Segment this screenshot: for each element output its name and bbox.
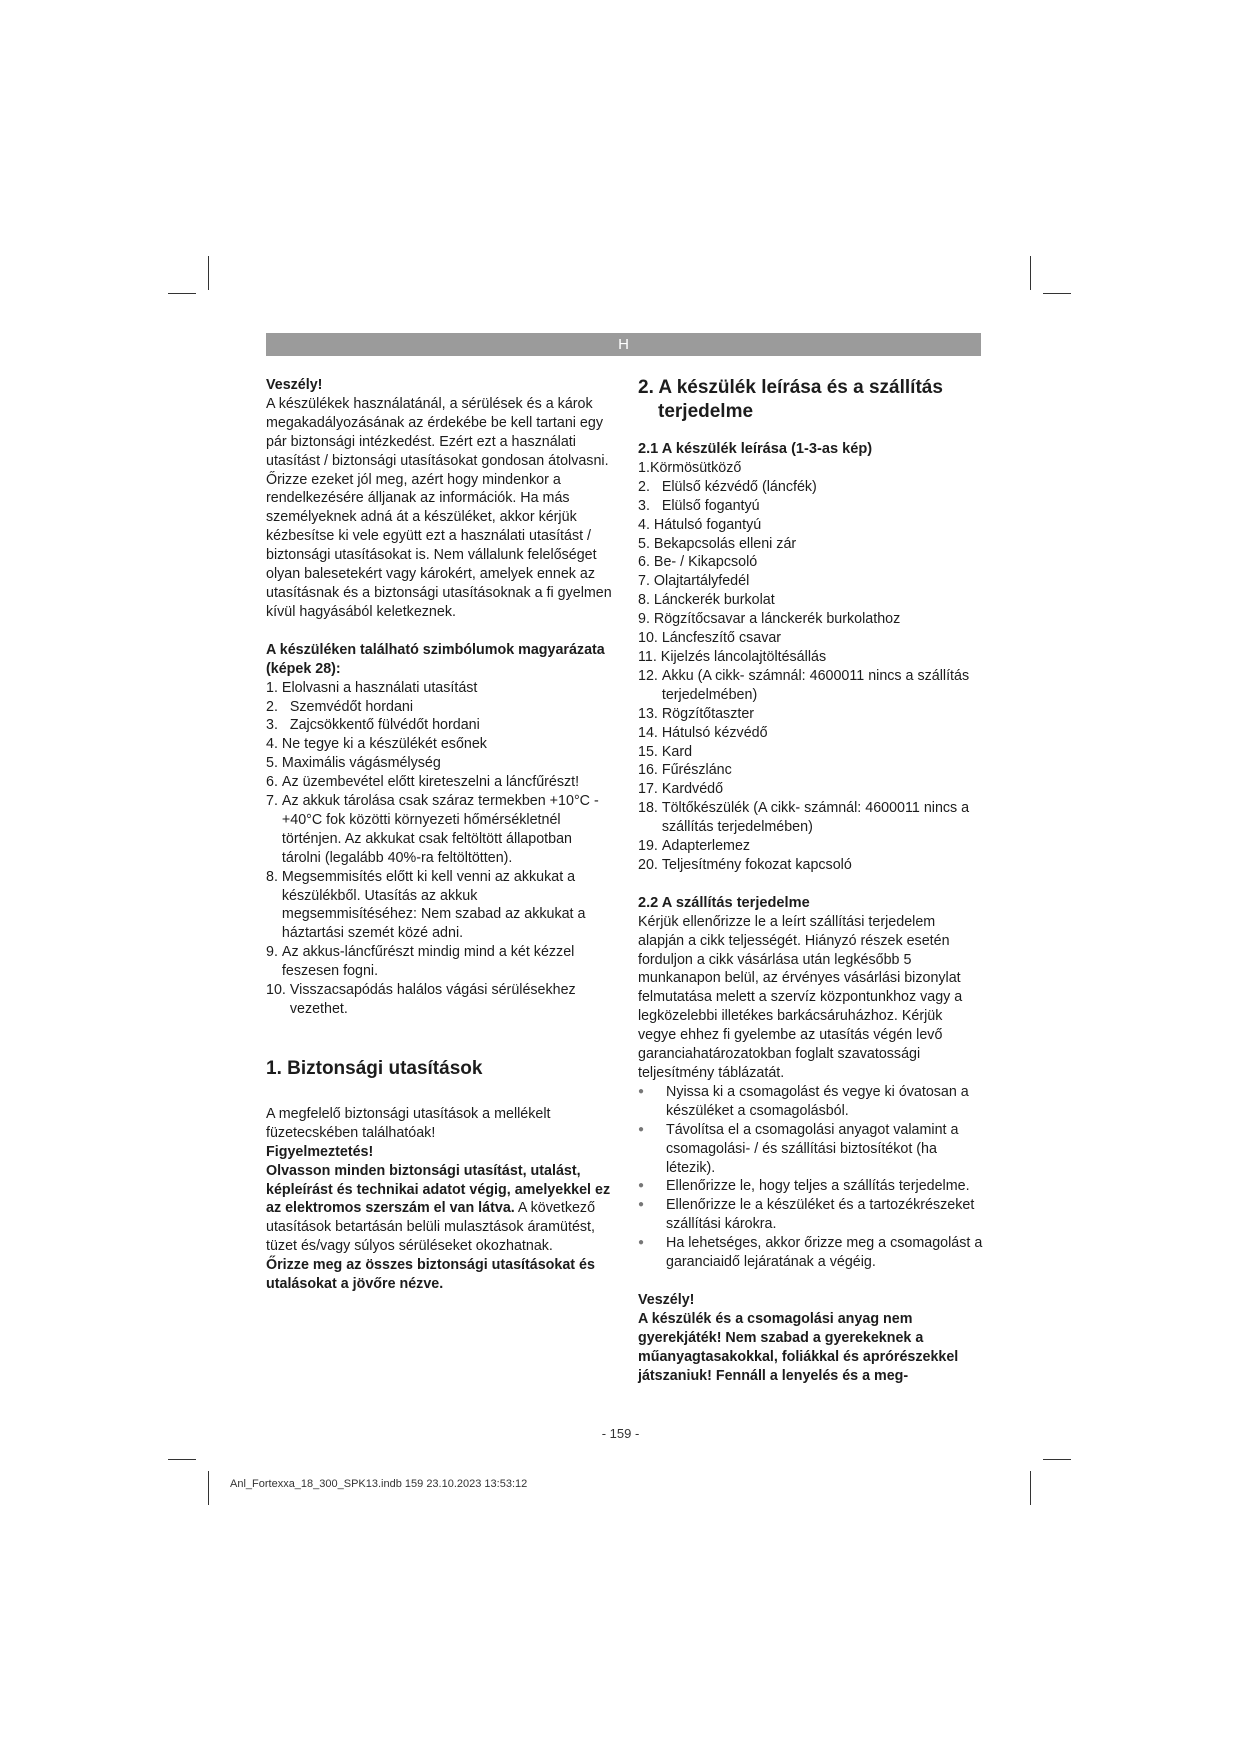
symbol-item: 2. Szemvédőt hordani: [266, 698, 414, 715]
symbol-item: 9. Az akkus-láncfűrészt mindig mind a két kézzel feszesen fogni.: [266, 944, 575, 980]
part-item: 6. Be- / Kikapcsoló: [638, 554, 758, 571]
bullet-icon: ●: [638, 1085, 645, 1097]
caution-paragraph: [266, 1162, 612, 1257]
list-item: ● Nyissa ki a csomagolást és vegye ki óvatosan a készüléket a csomagolásból.: [638, 1083, 969, 1119]
part-item: 15. Kard: [638, 743, 693, 760]
list-item: ● Ha lehetséges, akkor őrizze meg a csomagolást a garanciaidő lejáratának a végéig.: [638, 1235, 983, 1271]
language-tag: H: [618, 336, 629, 353]
bullet-icon: ●: [638, 1123, 645, 1135]
subsection-2-2-heading: 2.2 A szállítás terjedelme: [638, 894, 810, 911]
part-item: 7. Olajtartályfedél: [638, 573, 750, 590]
part-item: 2. Elülső kézvédő (láncfék): [638, 478, 817, 495]
symbol-item: 7. Az akkuk tárolása csak száraz termekben +10°C - +40°C fok közötti környezeti hőmérsékletnél történjen. Az akkukat csak feltöltött állapotban tárolni (legalább 40%-ra feltöltötten).: [266, 793, 599, 866]
symbol-item: 3. Zajcsökkentő fülvédőt hordani: [266, 717, 480, 734]
crop-mark-top-right-horizontal: [1043, 293, 1071, 294]
bullet-icon: ●: [638, 1199, 645, 1211]
part-item: 11. Kijelzés láncolajtöltésállás: [638, 648, 827, 665]
keep-instructions-text: Őrizze meg az összes biztonsági utasításokat és utalásokat a jövőre nézve.: [266, 1257, 595, 1293]
part-item: 19. Adapterlemez: [638, 838, 751, 855]
list-item: ● Ellenőrizze le, hogy teljes a szállítás terjedelme.: [638, 1178, 970, 1195]
caution-text: A következő utasítások betartásán belüli mulasztások áramütést, tüzet és/vagy súlyos sérüléseket okozhatnak.: [266, 1200, 596, 1255]
symbol-item: 4. Ne tegye ki a készülékét esőnek: [266, 736, 487, 753]
left-column: [266, 376, 612, 1294]
part-item: 14. Hátulsó kézvédő: [638, 724, 768, 741]
part-item: 4. Hátulsó fogantyú: [638, 516, 762, 533]
section1-intro: A megfelelő biztonsági utasítások a mellékelt füzetecskében találhatóak!: [266, 1105, 551, 1141]
symbol-item: 5. Maximális vágásmélység: [266, 755, 441, 772]
crop-mark-bottom-right-vertical: [1030, 1471, 1031, 1505]
list-item: ● Ellenőrizze le a készüléket és a tartozékrészeket szállítási károkra.: [638, 1197, 975, 1233]
warning-title: Veszély!: [266, 377, 323, 393]
right-column: [638, 376, 984, 1386]
symbol-item: 8. Megsemmisítés előtt ki kell venni az akkukat a készülékből. Utasítás az akkuk megsemmisítéséhez: Nem szabad az akkukat a háztartási szemét közé adni.: [266, 868, 586, 942]
list-item: ● Távolítsa el a csomagolási anyagot valamint a csomagolási- / és szállítási biztosítékot (ha létezik).: [638, 1121, 959, 1176]
bullet-icon: ●: [638, 1237, 645, 1249]
parts-list: [638, 459, 984, 875]
caution-title: Figyelmeztetés!: [266, 1143, 374, 1160]
part-item: 20. Teljesítmény fokozat kapcsoló: [638, 856, 852, 873]
part-item: 8. Lánckerék burkolat: [638, 592, 775, 609]
section1-heading: 1. Biztonsági utasítások: [266, 1057, 483, 1079]
part-item: 1. Körmösütköző: [638, 459, 742, 476]
language-header-bar: [266, 333, 981, 356]
symbols-title: A készüléken található szimbólumok magyarázata (képek 28):: [266, 641, 605, 677]
delivery-text: Kérjük ellenőrizze le a leírt szállítási terjedelem alapján a cikk teljességét. Hiányzó részek esetén forduljon a cikk vásárlása után legkésőbb 5 munkanapon belül, az érvényes vásárlási bizonylat felmutatása melett a szervíz központunkhoz vagy a legközelebbi illetékes barkácsáruházhoz. Kérjük vegye ehhez fi gyelembe az utasítás végén levő garanciahatározatokban foglalt szavatossági teljesítmény táblázatát.: [638, 913, 963, 1081]
crop-mark-bottom-right-horizontal: [1043, 1459, 1071, 1460]
warning-text: A készülékek használatánál, a sérülések és a károk megakadályozásának az érdekébe be kell tartani egy pár biztonsági intézkedést. Ezért ezt a használati utasítást / biztonsági utasításokat gondosan átolvasni. Őrizze ezeket jól meg, azért hogy mindenkor a rendelkezésére álljanak az információk. Ha más személyeknek adná át a készüléket, akkor kérjük kézbesítse ki vele együtt ezt a használati utasítást / biztonsági utasításokat is. Nem vállalunk felelőséget olyan balesetekért vagy károkért, amelyek ennek az utasításnak és a biztonsági utasításoknak a fi gyelmen kívül hagyásából keletkeznek.: [266, 395, 612, 620]
part-item: 3. Elülső fogantyú: [638, 497, 760, 514]
part-item: 12. Akku (A cikk- számnál: 4600011 nincs a szállítás terjedelmében): [638, 667, 970, 703]
part-item: 17. Kardvédő: [638, 781, 724, 798]
print-file-info: Anl_Fortexxa_18_300_SPK13.indb 159 23.10.2023 13:53:12: [230, 1478, 528, 1490]
danger-title: Veszély!: [638, 1291, 695, 1308]
symbol-item: 10. Visszacsapódás halálos vágási sérülésekhez vezethet.: [266, 982, 576, 1017]
bullet-icon: ●: [638, 1180, 645, 1192]
symbol-item: 1. Elolvasni a használati utasítást: [266, 679, 478, 696]
crop-mark-bottom-left-horizontal: [168, 1459, 196, 1460]
symbols-list: [266, 679, 612, 1019]
part-item: 13. Rögzítőtaszter: [638, 705, 755, 722]
crop-mark-bottom-left-vertical: [208, 1471, 209, 1505]
crop-mark-top-left-horizontal: [168, 293, 196, 294]
symbol-item: 6. Az üzembevétel előtt kireteszelni a láncfűrészt!: [266, 774, 580, 791]
unpacking-list: [638, 1083, 984, 1272]
part-item: 18. Töltőkészülék (A cikk- számnál: 4600011 nincs a szállítás terjedelmében): [638, 800, 970, 836]
danger-text: A készülék és a csomagolási anyag nem gyerekjáték! Nem szabad a gyerekeknek a műanyagtasakokkal, foliákkal és aprórészekkel játszaniuk! Fennáll a lenyelés és a meg-: [638, 1310, 959, 1384]
part-item: 9. Rögzítőcsavar a lánckerék burkolathoz: [638, 611, 901, 628]
crop-mark-top-right-vertical: [1030, 256, 1031, 290]
subsection-2-1-heading: 2.1 A készülék leírása (1-3-as kép): [638, 441, 873, 457]
part-item: 10. Láncfeszítő csavar: [638, 630, 782, 647]
part-item: 16. Fűrészlánc: [638, 762, 732, 779]
section2-heading: 2. A készülék leírása és a szállítás terjedelme: [638, 377, 943, 422]
part-item: 5. Bekapcsolás elleni zár: [638, 535, 797, 552]
caution-bold-text: Olvasson minden biztonsági utasítást, utalást, képleírást és technikai adatot végig, amelyekkel ez az elektromos szerszám el van látva.: [266, 1162, 611, 1217]
page-number: - 159 -: [601, 1426, 640, 1441]
crop-mark-top-left-vertical: [208, 256, 209, 290]
